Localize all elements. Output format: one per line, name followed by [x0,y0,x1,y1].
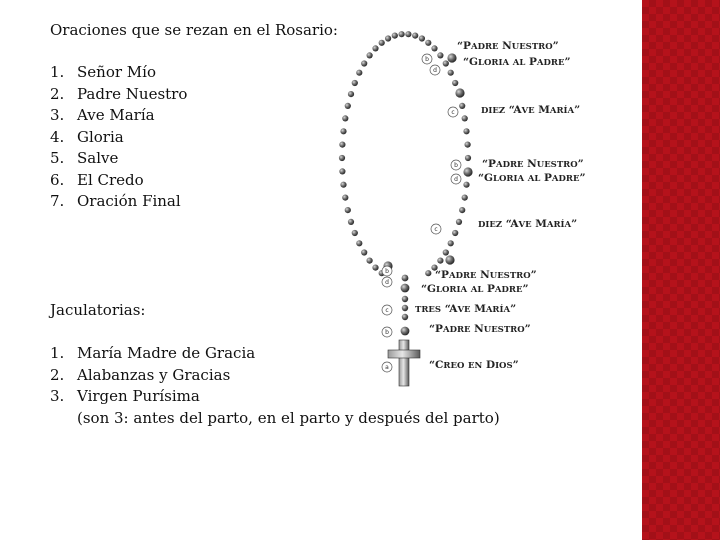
jaculatorias-note: (son 3: antes del parto, en el parto y después del parto) [77,408,500,427]
prayers-list [50,62,187,213]
rosary-bead [340,128,346,134]
letter-marker-text: b [385,268,389,276]
rosary-bead [342,195,348,201]
label-gloria-al-padre: “GLORIA AL PADRE” [478,172,586,184]
list-item: 5. Salve [50,149,119,167]
rosary-bead [437,52,443,58]
rosary-bead [367,52,373,58]
rosary-diagram [330,20,630,390]
rosary-bead [462,195,468,201]
rosary-bead [425,270,431,276]
rosary-bead [448,240,454,246]
letter-marker-text: d [433,67,437,75]
rosary-bead [425,40,431,46]
rosary-large-bead [447,53,456,62]
rosary-bead [345,207,351,213]
rosary-large-bead [455,88,464,97]
label-padre-nuestro: “PADRE NUESTRO” [429,323,531,335]
letter-marker-text: b [385,329,389,337]
letter-marker-text: c [385,307,389,315]
rosary-bead [459,207,465,213]
rosary-large-bead [445,255,454,264]
label-padre-nuestro: “PADRE NUESTRO” [435,269,537,281]
letter-marker-text: d [454,176,458,184]
rosary-bead [379,40,385,46]
rosary-bead [399,31,405,37]
rosary-large-bead [463,167,472,176]
rosary-bead [405,31,411,37]
rosary-bead [352,80,358,86]
list-item: 4. Gloria [50,127,124,146]
letter-marker-text: b [425,56,429,64]
letter-marker-text: c [434,226,438,234]
rosary-bead [437,258,443,264]
rosary-bead [401,327,410,336]
prayers-title: Oraciones que se rezan en el Rosario: [50,21,338,39]
label-gloria-al-padre: “GLORIA AL PADRE” [421,283,529,295]
rosary-bead [452,80,458,86]
rosary-bead [443,60,449,66]
rosary-bead [342,115,348,121]
label-diez-ave-maria: DIEZ “AVE MARÍA” [478,218,578,230]
list-item: 1. Señor Mío [50,63,156,81]
rosary-bead [465,142,471,148]
rosary-bead [356,240,362,246]
rosary-bead [463,182,469,188]
rosary-bead [402,314,408,320]
rosary-bead [452,230,458,236]
rosary-bead [456,219,462,225]
rosary-bead [402,305,408,311]
label-diez-ave-maria: DIEZ “AVE MARÍA” [481,104,581,116]
list-item: 1. María Madre de Gracia [50,344,256,362]
letter-marker-text: b [454,162,458,170]
rosary-bead [448,70,454,76]
rosary-bead [402,296,408,302]
rosary-bead [412,33,418,39]
list-item: 2. Alabanzas y Gracias [50,365,231,384]
rosary-bead [340,182,346,188]
jaculatorias-title: Jaculatorias: [50,301,146,319]
rosary-bead [361,249,367,255]
label-tres-ave-maria: TRES “AVE MARÍA” [415,303,517,315]
rosary-bead [443,249,449,255]
rosary-bead [385,35,391,41]
letter-marker-text: d [385,279,389,287]
rosary-bead [462,115,468,121]
rosary-bead [348,91,354,97]
rosary-bead [401,284,410,293]
rosary-bead [361,60,367,66]
letter-marker-text: a [385,364,389,372]
list-item: 3. Ave María [50,106,155,124]
list-item: 7. Oración Final [50,192,181,210]
rosary-bead [392,33,398,39]
cross-icon [388,340,420,386]
rosary-bead [419,35,425,41]
rosary-bead [367,258,373,264]
rosary-bead [372,265,378,271]
rosary-bead [348,219,354,225]
list-item: 6. El Credo [50,170,144,189]
rosary-bead [339,168,345,174]
rosary-bead [339,155,345,161]
rosary-bead [463,128,469,134]
rosary-bead [402,275,409,282]
rosary-bead [465,155,471,161]
rosary-bead [356,70,362,76]
rosary-bead [352,230,358,236]
rosary-bead [339,142,345,148]
rosary-bead [345,103,351,109]
rosary-bead [372,45,378,51]
label-gloria-al-padre: “GLORIA AL PADRE” [463,56,571,68]
list-item: 2. Padre Nuestro [50,84,188,103]
label-creo-en-dios: “CREO EN DIOS” [429,359,519,371]
list-item: 3. Virgen Purísima [50,387,200,405]
rosary-bead [431,45,437,51]
decorative-side-band [642,0,720,540]
label-padre-nuestro: “PADRE NUESTRO” [457,40,559,52]
letter-marker-text: c [451,109,455,117]
rosary-bead [459,103,465,109]
label-padre-nuestro: “PADRE NUESTRO” [482,158,584,170]
